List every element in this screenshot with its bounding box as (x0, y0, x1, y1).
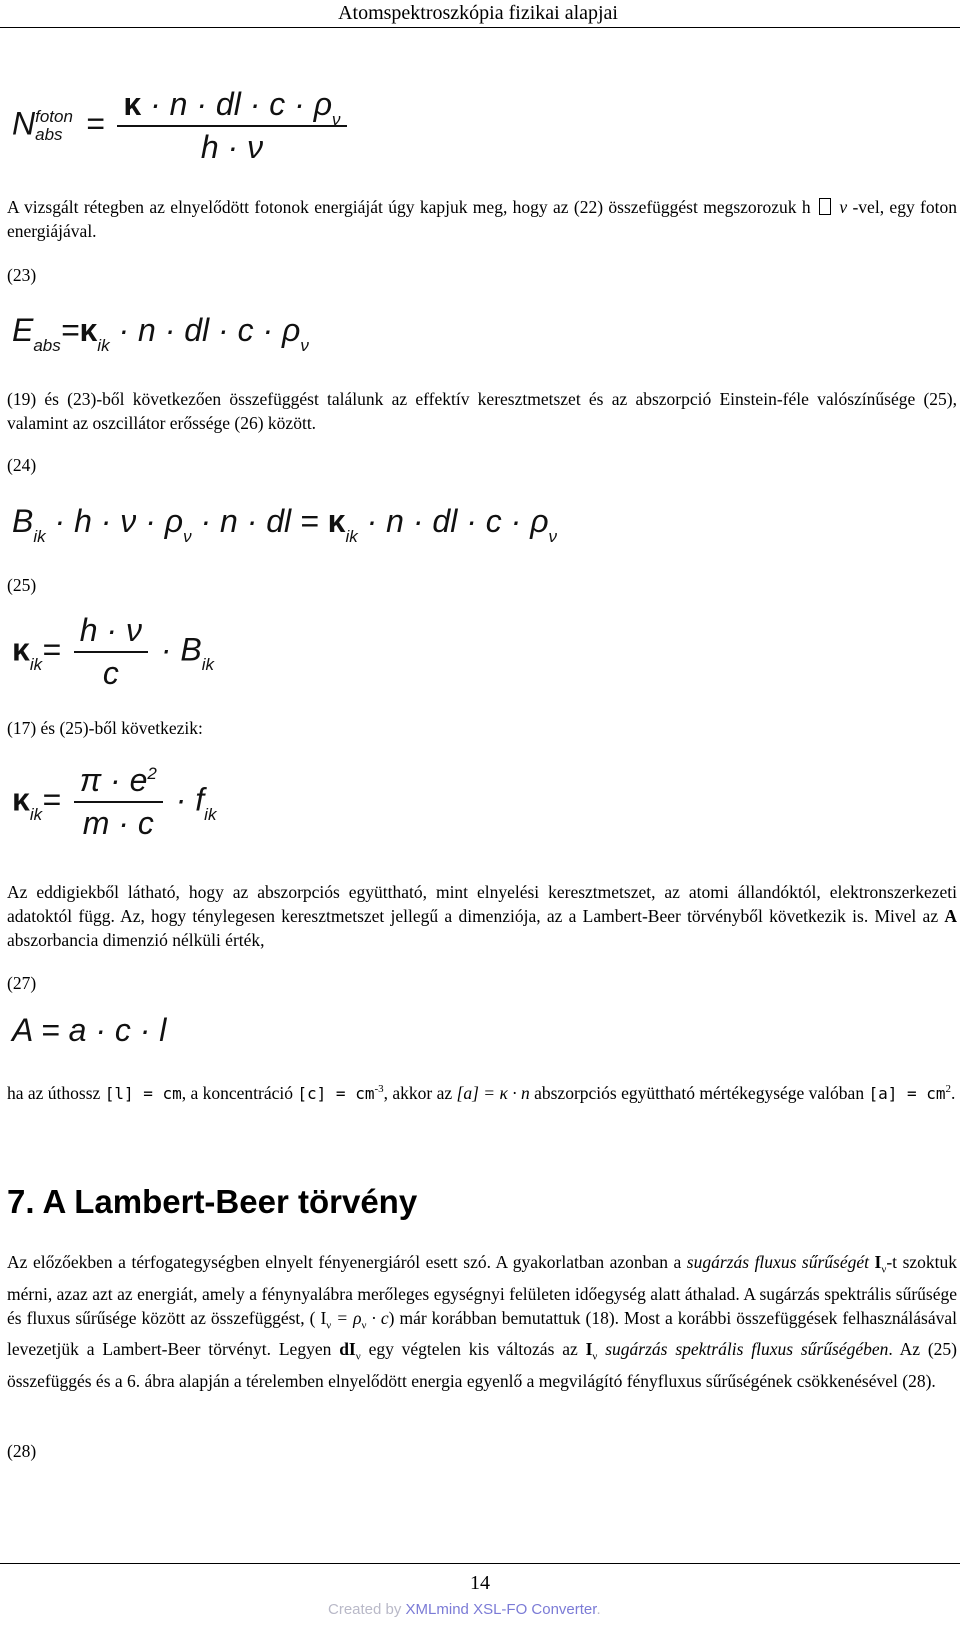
equation-label-25: (25) (7, 575, 37, 595)
footer-divider (0, 1563, 960, 1564)
equation-label-24: (24) (7, 455, 37, 475)
formula-kappa-oscillator: $\kappa_{ik}=$ $\frac{\pi \cdot e^2}{m \cdot c}$ · $f_{ik}$ (12, 762, 217, 841)
running-title: Atomspektroszkópia fizikai alapjai (338, 2, 618, 24)
paragraph-photon-energy: A vizsgált rétegben az elnyelődött fotonok energiáját úgy kapjuk meg, hogy az (22) összefüggést megszorozuk h ν -vel, egy foton energiájával. (7, 197, 957, 241)
page-header (0, 0, 960, 28)
equation-label-27: (27) (7, 973, 37, 993)
section-heading: 7. A Lambert-Beer törvény (7, 1183, 418, 1220)
equation-label-28: (28) (7, 1441, 37, 1461)
formula-photon-absorption: N foton abs = $\frac{\kappa \cdot n \cdot dl \cdot c \cdot \rho_\nu}{h \cdot \nu}$ (12, 86, 351, 166)
paragraph-einstein-relation: (19) és (23)-ből következően összefüggést találunk az effektív keresztmetszet és az abszorpció Einstein-féle valószínűsége (25), valamint az oszcillátor erőssége (26) között. (7, 389, 957, 433)
converter-credit: Created by XMLmind XSL-FO Converter. (328, 1601, 601, 1618)
paragraph-units: ha az úthossz [l] = cm, a koncentráció $[c] = cm^{-3}$, akkor az [a] = κ · n abszorpciós együttható mértékegysége valóban $[a] = cm^2$. (7, 1082, 956, 1103)
formula-absorbance: A = a · c · l (12, 1012, 167, 1048)
equation-label-23: (23) (7, 265, 37, 285)
page-number: 14 (470, 1572, 490, 1594)
paragraph-cross-section: Az eddigiekből látható, hogy az abszorpciós együttható, mint elnyelési keresztmetszet, az atomi állandóktól, elektronszerkezeti adatoktól függ. Az, hogy ténylegesen keresztmetszet jellegű a dimenziója, az a Lambert-Beer törvényből következik is. Mivel az A abszorbancia dimenzió nélküli érték, (7, 882, 957, 950)
paragraph-lambert-beer: Az előzőekben a térfogategységben elnyelt fényenergiáról esett szó. A gyakorlatban azonban a sugárzás fluxus sűrűségét $I_\nu-t$ szoktuk mérni, azaz azt az energiát, amely a fénynyalábra merőleges egységnyi felületen időegység alatt áthalad. A sugárzás spektrális sűrűsége és fluxus sűrűsége között az összefüggést, ( $I_\nu = \rho_\nu \cdot c$) már korábban bemutattuk (18). Most a korábbi összefüggések felhasználásával levezetjük a Lambert-Beer törvényt. Legyen $dI_\nu$ egy végtelen kis változás az $I_\nu$ sugárzás spektrális fluxus sűrűségében. Az (25) összefüggés és a 6. ábra alapján a térelemben elnyelődött energia egyenlő a megvilágító fényfluxus sűrűségének csökkenésével (28). (7, 1252, 958, 1391)
formula-absorbed-energy: $E_{abs}=\kappa_{ik} \cdot n$ · dl · $c \cdot \rho_\nu$ (12, 312, 309, 355)
formula-kappa-einstein: $\kappa_{ik}=$ $\frac{h \cdot \nu}{c}$ · $B_{ik}$ (12, 612, 214, 691)
converter-link[interactable]: XMLmind XSL-FO Converter (405, 1601, 597, 1618)
formula-einstein-equality: $B_{ik} \cdot h \cdot \nu \cdot \rho_\nu \cdot n$ · dl = $\kappa_{ik} \cdot n$ · dl · $c \cdot \rho_\nu$ (12, 503, 558, 546)
missing-glyph (819, 198, 831, 215)
paragraph-consequence: (17) és (25)-ből következik: (7, 718, 203, 738)
